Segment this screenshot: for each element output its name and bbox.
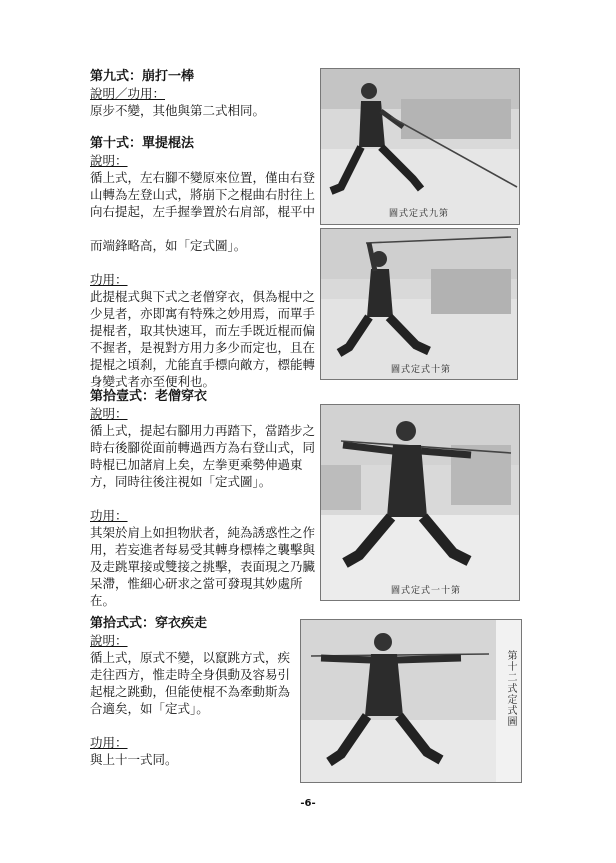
photo-tenth-stance: [320, 228, 518, 380]
photo-twelfth-stance: [300, 619, 522, 783]
section-11-label: 說明：: [90, 406, 128, 421]
section-11-line: 時右後腳從面前轉過西方為右登山式，同: [90, 440, 316, 455]
section-10-label: 說明：: [90, 153, 128, 168]
section-11-title: 第拾壹式：老僧穿衣: [90, 389, 208, 404]
section-11-gong-line: 呆滯，惟細心研求之當可發現其妙處所: [90, 576, 303, 591]
section-12-gong-label: 功用：: [90, 735, 128, 750]
figure-illustration: [321, 69, 519, 224]
section-10-line: 循上式，左右腳不變原來位置，僅由右登: [90, 170, 316, 185]
section-12-line: 循上式，原式不變，以竄跳方式，疾: [90, 650, 291, 665]
section-11-gong-line: 用，若妄進者每易受其轉身標棒之襲擊與: [90, 542, 316, 557]
section-11-gong-line: 及走跳單接或雙接之挑擊，表面現之乃臟: [90, 559, 316, 574]
section-12-line: 合適矣，如「定式」。: [90, 701, 209, 716]
photo-1-caption: 圖式定式九第: [389, 209, 450, 219]
section-12-line: 走往西方，惟走時全身俱動及容易引: [90, 667, 291, 682]
section-10-gong-label: 功用：: [90, 272, 128, 287]
section-9-line: 原步不變，其他與第二式相同。: [90, 103, 266, 118]
figure-illustration: [321, 229, 517, 379]
section-10-gong-line: 不握者，是視對方用力多少而定也，且在: [90, 340, 316, 355]
section-11: [90, 388, 318, 609]
section-10-gong-line: 身變式者亦至便利也。: [90, 374, 216, 389]
section-9-title: 第九式：崩打一棒: [90, 69, 195, 84]
page-number: -6-: [300, 798, 316, 809]
section-10-gong-line: 提棍者，取其快速耳，而左手既近棍而偏: [90, 323, 316, 338]
section-10-line: 向右提起，左手握拳置於右肩部，棍平中: [90, 204, 316, 219]
section-10-line: 山轉為左登山式，將崩下之棍曲右肘往上: [90, 187, 316, 202]
photo-4-caption: 第十二式定式圖: [505, 650, 516, 727]
section-10-gong-line: 少見者，亦即寓有特殊之妙用焉，而單手: [90, 306, 316, 321]
photo-2-caption: 圖式定式十第: [391, 365, 452, 375]
section-10-line: 而端鋒略高，如「定式圖」。: [90, 238, 247, 253]
section-12-label: 說明：: [90, 633, 128, 648]
photo-eleventh-stance: [320, 404, 520, 601]
section-10-gong-line: 此提棍式與下式之老僧穿衣，俱為棍中之: [90, 289, 316, 304]
photo-3-caption: 圖式定式一十第: [391, 586, 462, 596]
section-10-title: 第十式：單提棍法: [90, 136, 195, 151]
section-12-gong-line: 與上十一式同。: [90, 752, 178, 767]
section-11-gong-line: 其架於肩上如担物狀者，純為誘惑性之作: [90, 525, 316, 540]
section-10-gong-line: 提棍之頃刹，尤能直手標向敵方，標能轉: [90, 357, 316, 372]
section-10: [90, 135, 318, 390]
section-12: [90, 615, 300, 768]
section-12-line: 起棍之跳動，但能使棍不為牽動斯為: [90, 684, 291, 699]
section-11-gong-label: 功用：: [90, 508, 128, 523]
figure-illustration: [321, 405, 519, 600]
section-11-line: 時棍已加諸肩上矣，左拳更乘勢伸過東: [90, 457, 303, 472]
section-11-gong-line: 在。: [90, 593, 116, 608]
figure-illustration: [301, 620, 521, 782]
section-9-label: 說明／功用：: [90, 86, 166, 101]
section-11-line: 方，同時往後注視如「定式圖」。: [90, 474, 272, 489]
section-11-line: 循上式，提起右腳用力再踏下，當踏步之: [90, 423, 316, 438]
section-12-title: 第拾式式：穿衣疾走: [90, 616, 208, 631]
section-9: [90, 68, 318, 119]
photo-ninth-stance: [320, 68, 520, 225]
